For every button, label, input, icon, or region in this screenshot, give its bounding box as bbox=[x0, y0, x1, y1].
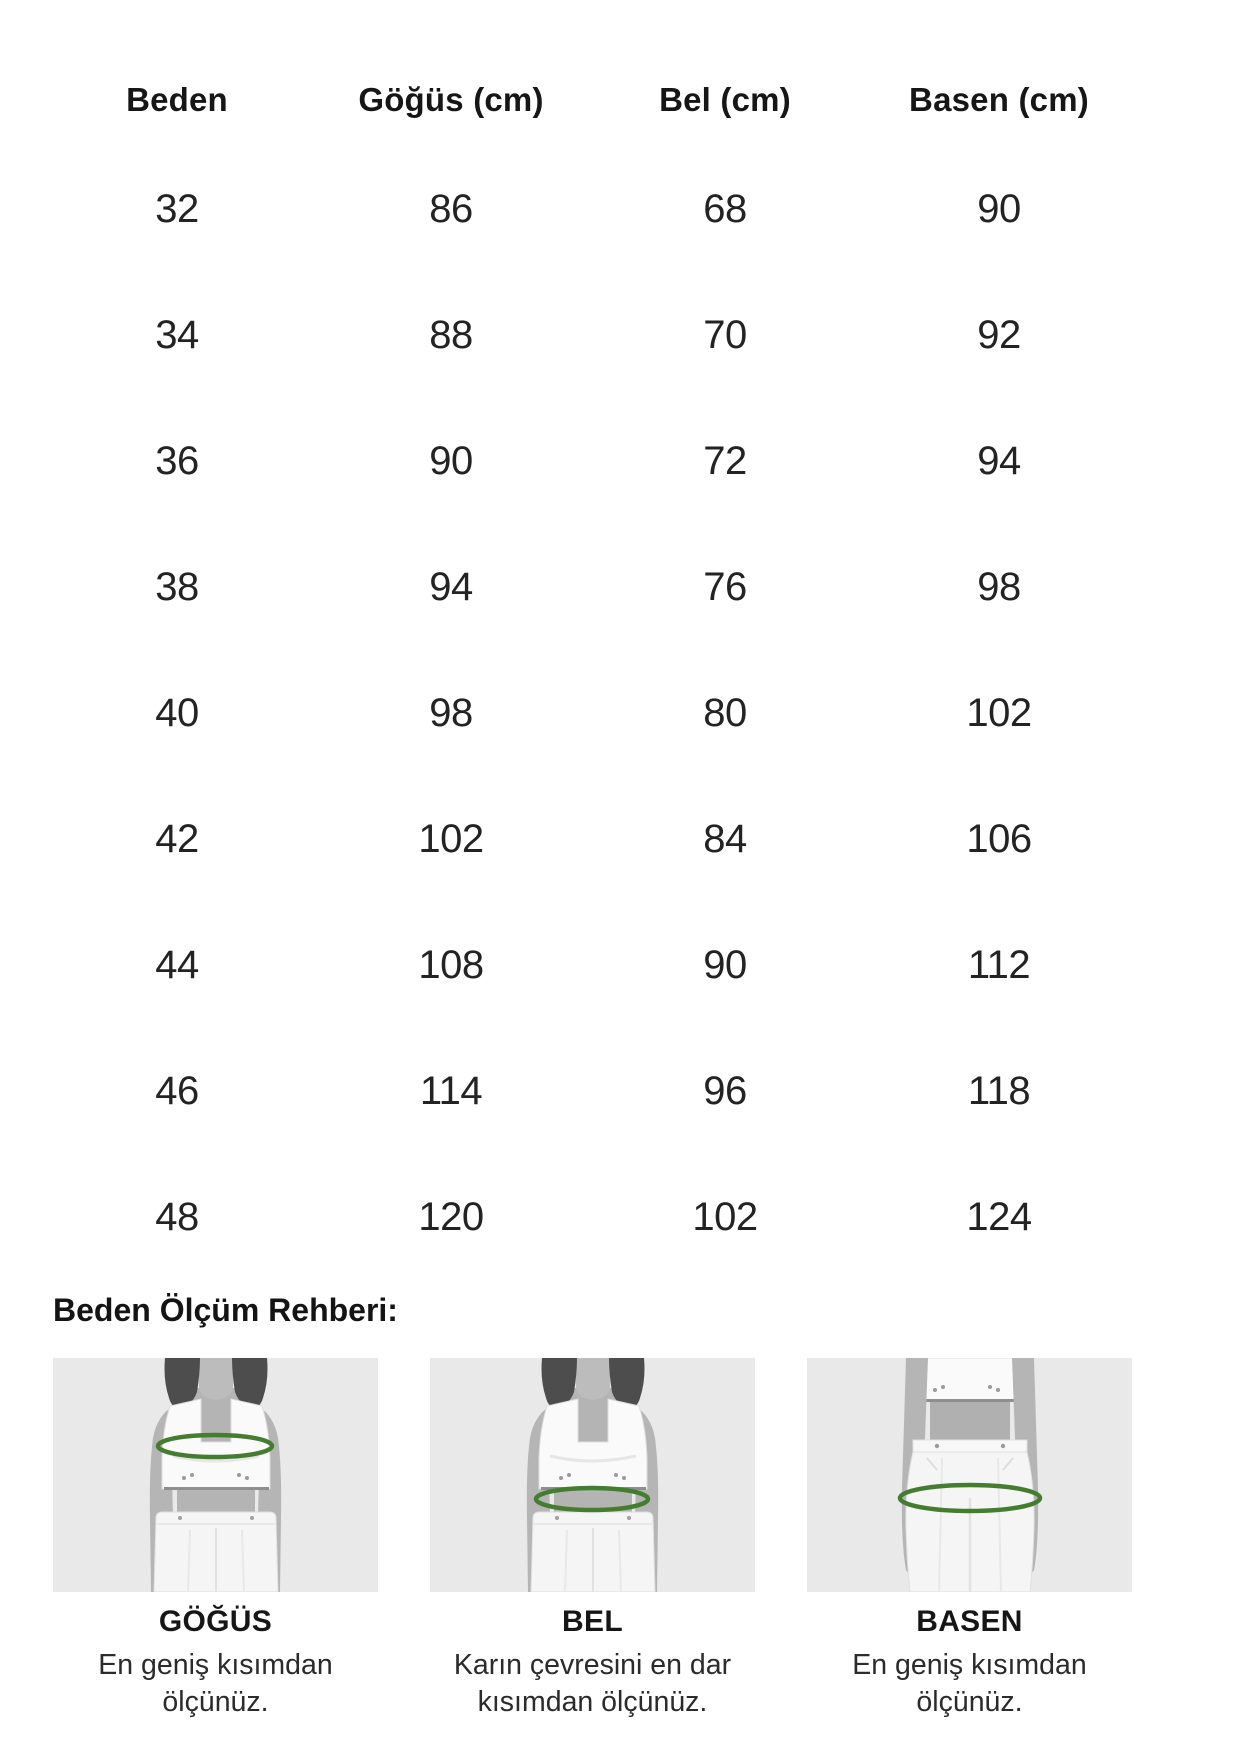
model-photo-hip bbox=[807, 1358, 1132, 1592]
hip-value: 112 bbox=[967, 942, 1031, 987]
hip-value: 102 bbox=[966, 690, 1032, 735]
size-value: 40 bbox=[155, 690, 199, 735]
waist-value: 90 bbox=[703, 942, 747, 987]
card-label-chest: GÖĞÜS bbox=[158, 1605, 273, 1638]
waist-value: 70 bbox=[703, 312, 747, 357]
chest-value: 94 bbox=[429, 564, 473, 609]
table-row bbox=[40, 146, 1136, 272]
size-value: 38 bbox=[155, 564, 199, 609]
hip-value: 106 bbox=[966, 816, 1032, 861]
table-row bbox=[40, 650, 1136, 776]
table-row bbox=[40, 776, 1136, 902]
chest-value: 120 bbox=[418, 1194, 484, 1239]
table-row bbox=[40, 1154, 1136, 1280]
hip-value: 90 bbox=[977, 186, 1021, 231]
table-row bbox=[40, 902, 1136, 1028]
column-header-beden: Beden bbox=[126, 81, 228, 118]
size-table bbox=[40, 54, 1136, 1280]
column-header-gogus: Göğüs (cm) bbox=[358, 81, 544, 118]
size-value: 48 bbox=[155, 1194, 199, 1239]
hip-value: 118 bbox=[967, 1068, 1031, 1113]
column-header-basen: Basen (cm) bbox=[909, 81, 1089, 118]
chest-value: 108 bbox=[418, 942, 484, 987]
hip-value: 98 bbox=[977, 564, 1021, 609]
card-label-hip: BASEN bbox=[916, 1605, 1023, 1638]
guide-card-hip bbox=[807, 1358, 1132, 1721]
size-value: 46 bbox=[155, 1068, 199, 1113]
table-row bbox=[40, 272, 1136, 398]
chest-value: 86 bbox=[429, 186, 473, 231]
card-description-waist: Karın çevresini en dar kısımdan ölçünüz. bbox=[453, 1649, 732, 1718]
chest-value: 102 bbox=[418, 816, 484, 861]
chest-value: 114 bbox=[419, 1068, 483, 1113]
chest-value: 98 bbox=[429, 690, 473, 735]
size-value: 44 bbox=[155, 942, 199, 987]
size-value: 34 bbox=[155, 312, 199, 357]
chest-value: 88 bbox=[429, 312, 473, 357]
hip-value: 124 bbox=[966, 1194, 1032, 1239]
chest-value: 90 bbox=[429, 438, 473, 483]
guide-title: Beden Ölçüm Rehberi: bbox=[53, 1292, 398, 1328]
table-row bbox=[40, 1028, 1136, 1154]
size-value: 36 bbox=[155, 438, 199, 483]
guide-card-chest bbox=[53, 1358, 378, 1721]
waist-value: 84 bbox=[703, 816, 747, 861]
model-photo-chest bbox=[53, 1358, 378, 1592]
guide-card-waist bbox=[430, 1358, 755, 1721]
waist-value: 102 bbox=[692, 1194, 758, 1239]
waist-value: 72 bbox=[703, 438, 747, 483]
card-description-hip: En geniş kısımdan ölçünüz. bbox=[852, 1649, 1087, 1718]
guide-cards bbox=[53, 1358, 1253, 1721]
size-value: 32 bbox=[155, 186, 199, 231]
table-row bbox=[40, 524, 1136, 650]
card-description-chest: En geniş kısımdan ölçünüz. bbox=[98, 1649, 333, 1718]
waist-value: 76 bbox=[703, 564, 747, 609]
hip-value: 92 bbox=[977, 312, 1021, 357]
table-row bbox=[40, 398, 1136, 524]
size-value: 42 bbox=[155, 816, 199, 861]
waist-value: 96 bbox=[703, 1068, 747, 1113]
model-photo-waist bbox=[430, 1358, 755, 1592]
waist-value: 68 bbox=[703, 186, 747, 231]
card-label-waist: BEL bbox=[562, 1605, 623, 1638]
column-header-bel: Bel (cm) bbox=[659, 81, 791, 118]
size-table-header bbox=[40, 54, 1136, 146]
waist-value: 80 bbox=[703, 690, 747, 735]
hip-value: 94 bbox=[977, 438, 1021, 483]
